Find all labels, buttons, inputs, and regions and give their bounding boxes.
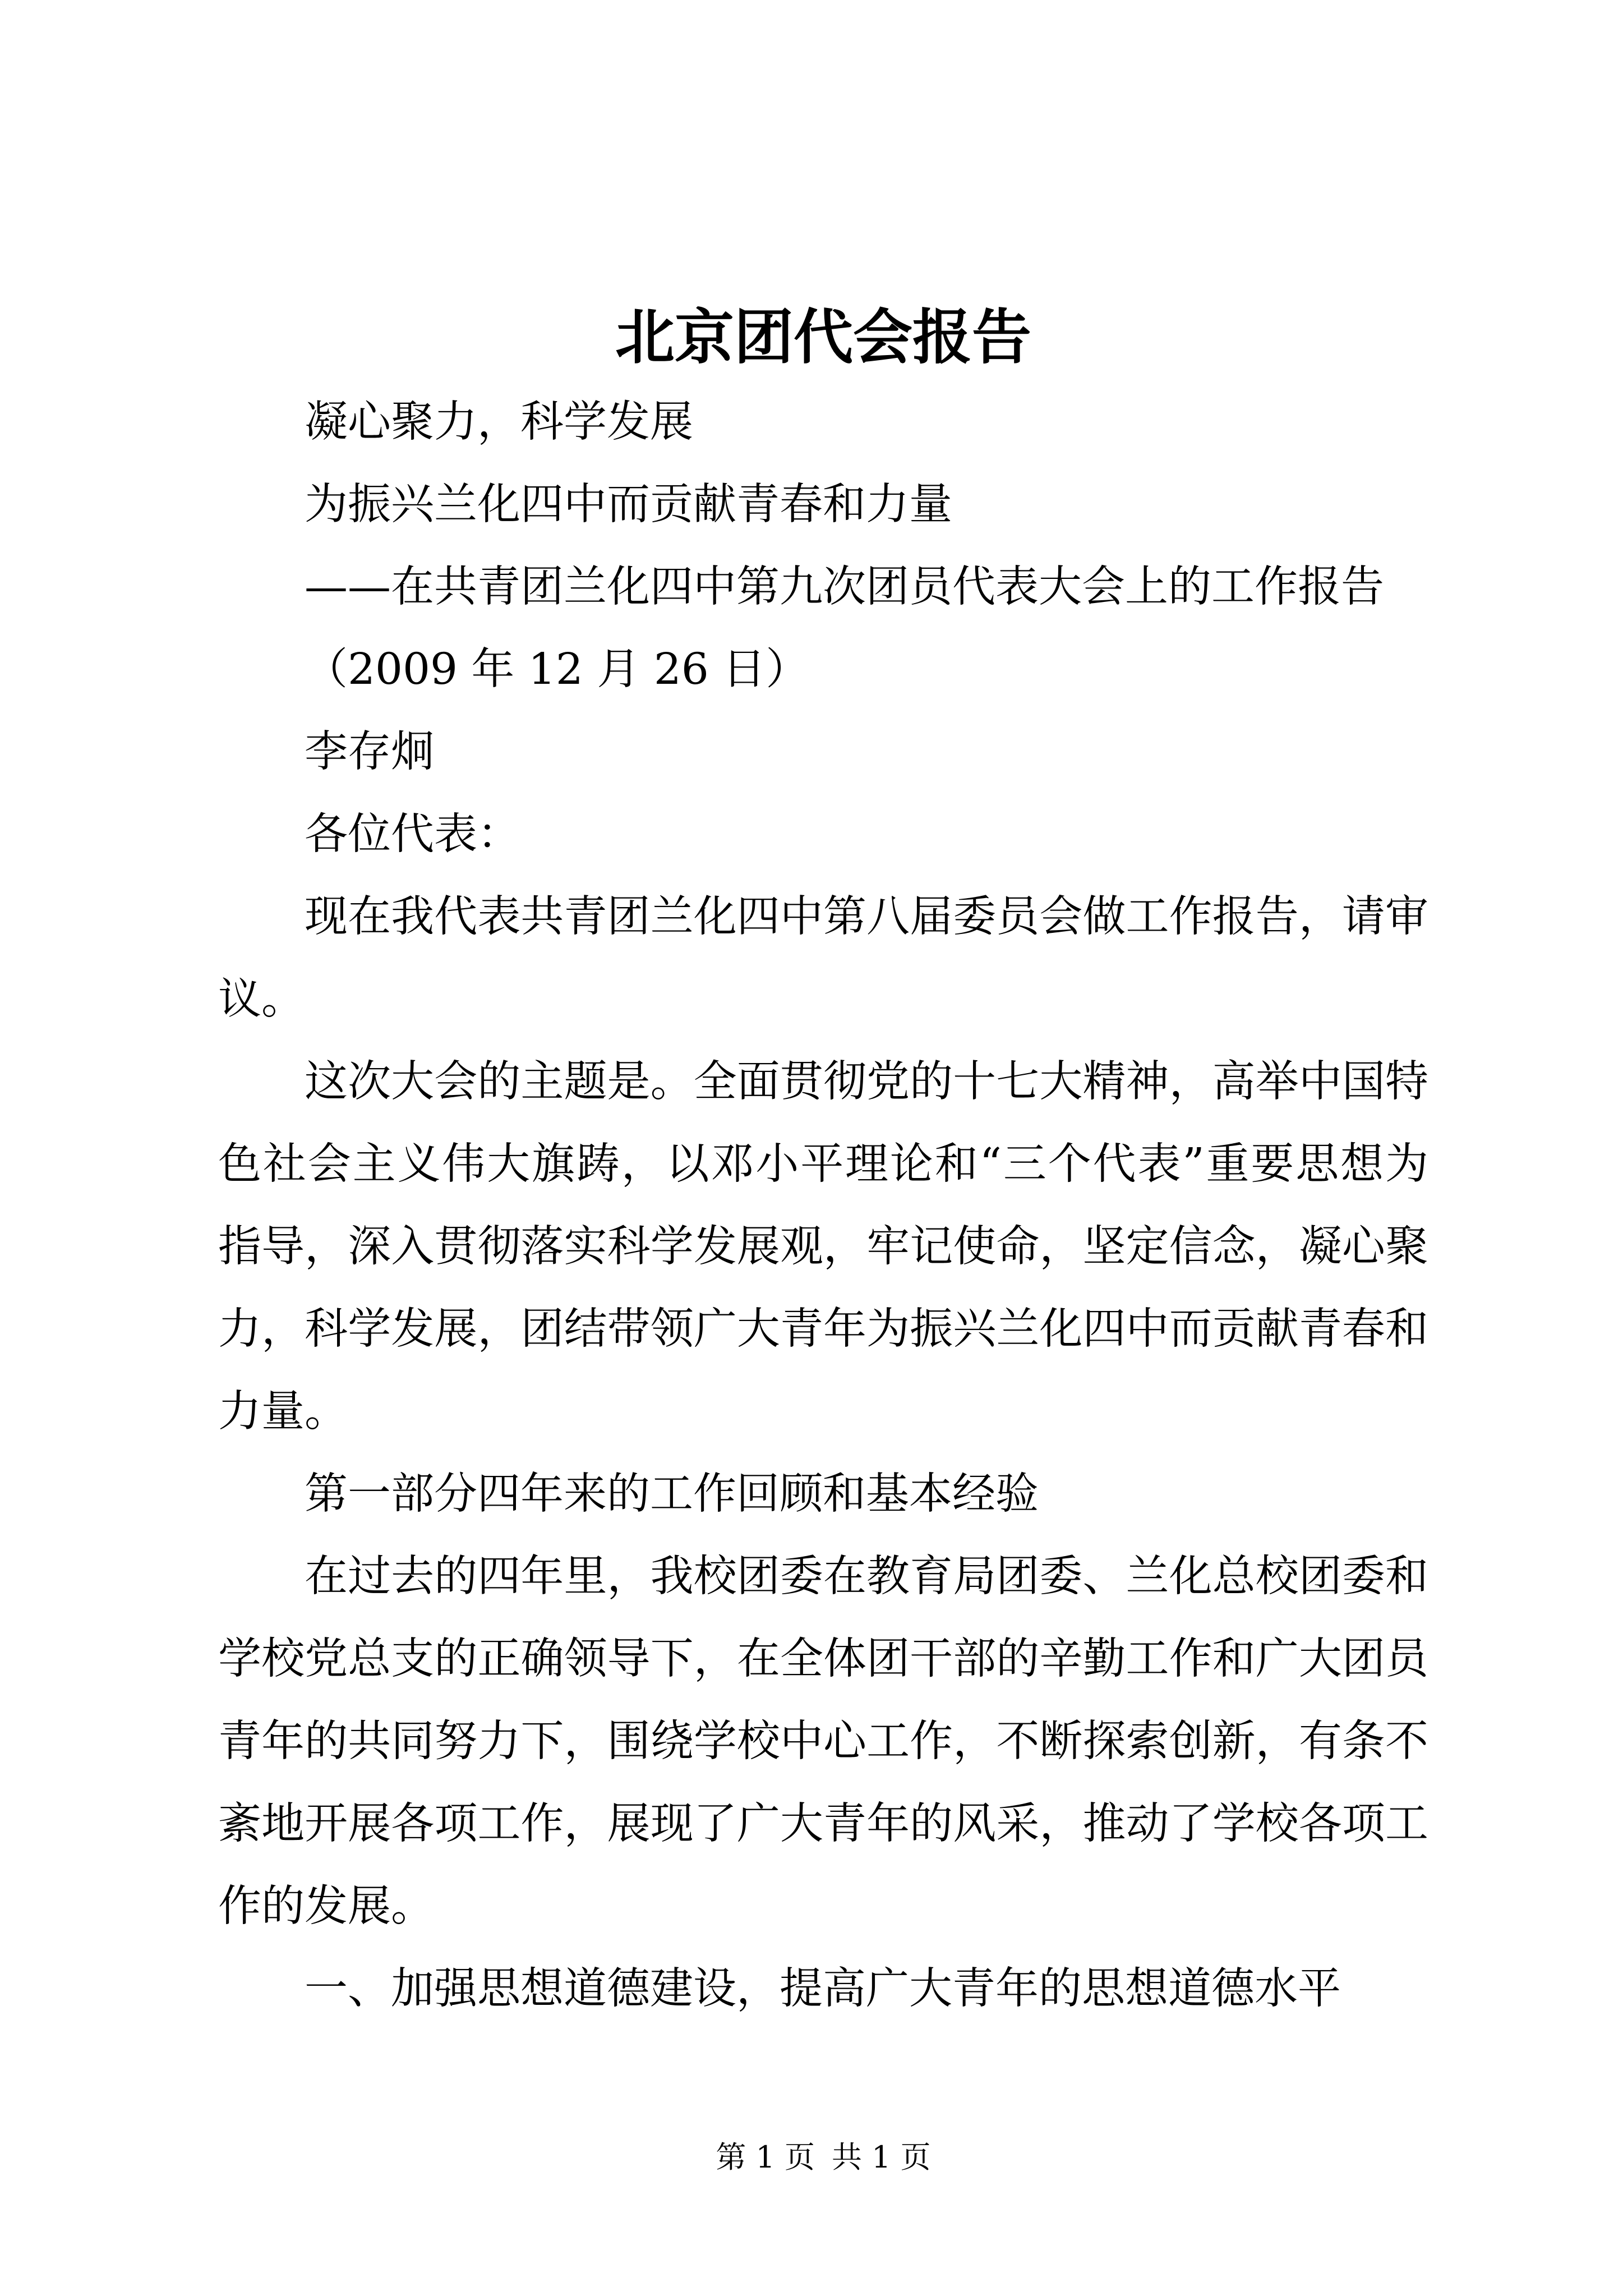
paragraph-line: （2009 年 12 月 26 日） xyxy=(305,645,809,694)
page-total: 共 1 页 xyxy=(832,2139,931,2175)
document-title: 北京团代会报告 xyxy=(615,302,1031,372)
paragraph-line: 议。 xyxy=(218,974,305,1024)
subsection-heading: 一、加强思想道德建设，提高广大青年的思想道德水平 xyxy=(305,1964,1341,2014)
paragraph xyxy=(218,1535,1428,1948)
paragraph-line: ——在共青团兰化四中第九次团员代表大会上的工作报告 xyxy=(305,562,1384,612)
paragraph-line: 作的发展。 xyxy=(218,1881,434,1931)
paragraph xyxy=(218,381,1428,463)
paragraph-line: 在过去的四年里，我校团委在教育局团委、兰化总校团委和 xyxy=(305,1552,1428,1602)
paragraph xyxy=(218,793,1428,876)
paragraph-line: 凝心聚力，科学发展 xyxy=(305,397,693,447)
paragraph-line: 这次大会的主题是。全面贯彻党的十七大精神，高举中国特 xyxy=(305,1057,1428,1107)
paragraph xyxy=(218,546,1428,628)
paragraph-line: 为振兴兰化四中而贡献青春和力量 xyxy=(305,480,952,530)
paragraph xyxy=(218,628,1428,711)
paragraph xyxy=(218,1041,1428,1453)
section-heading: 第一部分四年来的工作回顾和基本经验 xyxy=(305,1469,1039,1519)
paragraph-line: 现在我代表共青团兰化四中第八届委员会做工作报告，请审 xyxy=(305,892,1428,942)
page-number: 第 1 页 xyxy=(716,2139,815,2175)
paragraph xyxy=(218,1948,1428,2030)
salutation-line: 各位代表： xyxy=(305,809,520,859)
paragraph-line: 指导，深入贯彻落实科学发展观，牢记使命，坚定信念，凝心聚 xyxy=(218,1222,1428,1272)
paragraph xyxy=(218,463,1428,546)
document-body xyxy=(218,381,1428,2030)
paragraph-line: 学校党总支的正确领导下，在全体团干部的辛勤工作和广大团员 xyxy=(218,1634,1428,1684)
paragraph xyxy=(218,876,1428,1041)
paragraph xyxy=(218,711,1428,793)
paragraph xyxy=(218,1453,1428,1535)
page-footer xyxy=(218,2135,1428,2180)
paragraph-line: 力，科学发展，团结带领广大青年为振兴兰化四中而贡献青春和 xyxy=(218,1304,1428,1354)
paragraph-line: 力量。 xyxy=(218,1387,348,1437)
paragraph-line: 青年的共同努力下，围绕学校中心工作，不断探索创新，有条不 xyxy=(218,1717,1428,1766)
paragraph-line: 紊地开展各项工作，展现了广大青年的风采，推动了学校各项工 xyxy=(218,1799,1428,1849)
paragraph-line: 色社会主义伟大旗踌，以邓小平理论和“三个代表”重要思想为 xyxy=(218,1139,1428,1189)
author-line: 李存炯 xyxy=(305,727,434,777)
